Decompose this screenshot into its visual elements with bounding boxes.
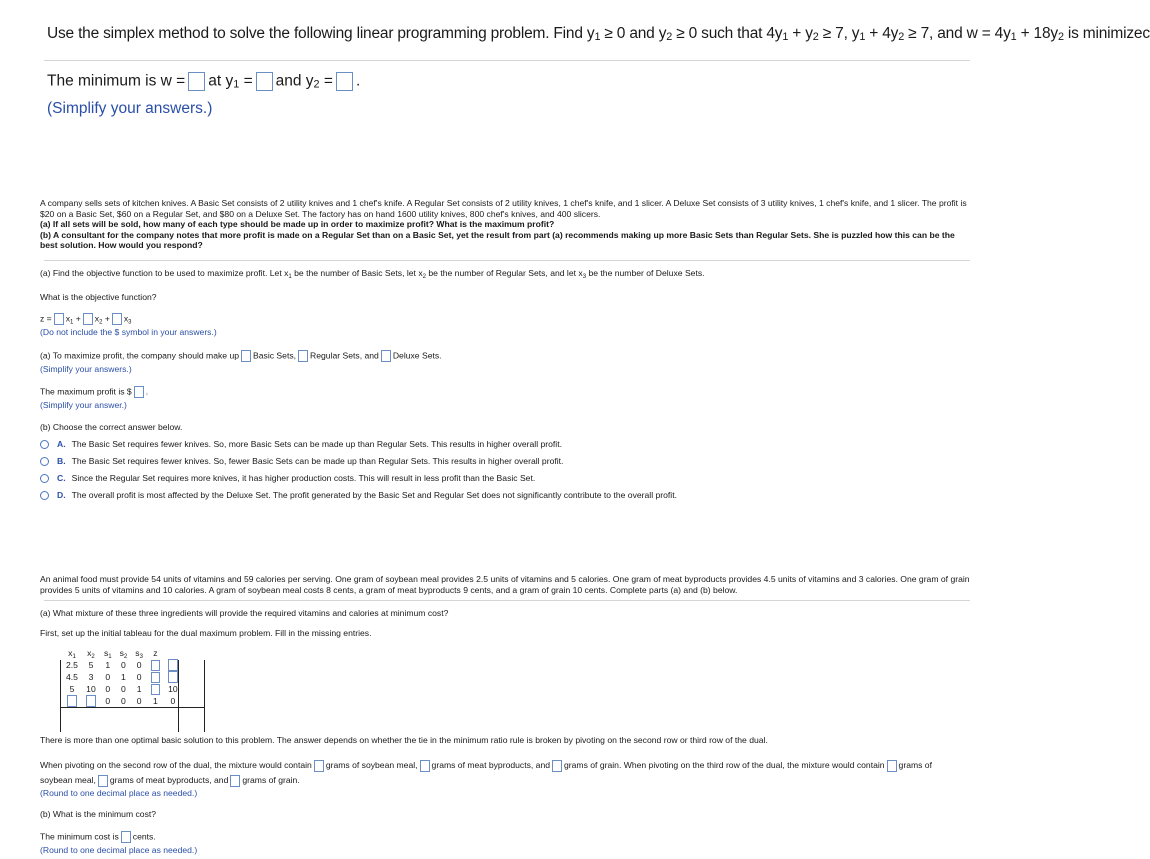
tableau-row [62, 659, 182, 671]
tableau-input[interactable] [86, 695, 96, 707]
problem3-intro: An animal food must provide 54 units of vitamins and 59 calories per serving. One gram of soybean meal provides 2.5 units of vitamins and 5 calories. One gram of meat byproducts provides 4.5 units of vitamins and 3 calories. One gram of grain provides 5 units of vitamins and 10 calories. A gram of soybean meal costs 8 cents, a gram of meat byproducts 9 cents, and a gram of grain 10 cents. Complete parts (a) and (b) below. [40, 574, 970, 595]
pivot2-soybean-input[interactable] [314, 760, 324, 772]
question-b: (b) What is the minimum cost? [40, 809, 157, 819]
divider [44, 600, 970, 601]
tableau-input[interactable] [151, 660, 160, 671]
coef2-input[interactable] [83, 313, 93, 325]
option-d[interactable]: D. The overall profit is most affected by the Deluxe Set. The profit generated by the Basic Set and Regular Set does not significantly contribute to the overall profit. [40, 490, 677, 500]
cell: 5 [88, 660, 94, 670]
pivot3-soybean-input[interactable] [887, 760, 897, 772]
max-profit-row: The maximum profit is $ . [40, 386, 149, 397]
problem1-question: Use the simplex method to solve the following linear programming problem. Find $y_1 \ge 0$ and $y_2 \ge 0$ such that $4y_1 + y_2 \ge 7$, $y_1 + 4y_2 \ge 7$, and $w = 4y_1 + 18y_2$ is minimizec [47, 25, 1150, 43]
pivot2-meat-input[interactable] [420, 760, 430, 772]
tableau-row [62, 695, 182, 707]
tableau-input[interactable] [151, 684, 160, 695]
cell: 0 [170, 696, 176, 706]
option-b[interactable]: B. The Basic Set requires fewer knives. So, fewer Basic Sets can be made up than Regular Sets. This results in higher overall profit. [40, 456, 563, 466]
header-cell: $x_1$ [68, 648, 76, 660]
min-cost-input[interactable] [121, 831, 131, 843]
question-a: (a) What mixture of these three ingredients will provide the required vitamins and calories at minimum cost? [40, 608, 449, 618]
cell: 0 [136, 672, 142, 682]
simplify-hint: (Simplify your answer.) [40, 400, 127, 410]
simplify-hint: (Simplify your answers.) [40, 364, 132, 374]
tableau-table [62, 647, 182, 707]
setup-instructions: First, set up the initial tableau for the dual maximum problem. Fill in the missing entries. [40, 628, 372, 638]
option-a[interactable]: A. The Basic Set requires fewer knives. So, more Basic Sets can be made up than Regular Sets. This results in higher overall profit. [40, 439, 562, 449]
cell [82, 695, 100, 707]
option-c[interactable]: C. Since the Regular Set requires more knives, it has higher production costs. This will result in less profit than the Basic Set. [40, 473, 535, 483]
max-profit-input[interactable] [134, 386, 144, 398]
radio-button[interactable] [40, 440, 49, 449]
cell: 0 [121, 684, 126, 694]
tableau-input[interactable] [151, 672, 160, 683]
tableau-right-bracket [204, 660, 205, 732]
round-hint: (Round to one decimal place as needed.) [40, 845, 198, 855]
tableau-objective-line [60, 707, 204, 708]
header-cell: $s_3$ [135, 648, 143, 660]
tableau-input[interactable] [168, 659, 178, 671]
cell [147, 683, 164, 695]
simplify-hint: (Simplify your answers.) [47, 100, 213, 117]
basic-sets-input[interactable] [241, 350, 251, 362]
cell: 5 [69, 684, 75, 694]
cell: 0 [121, 696, 126, 706]
cell: 0 [136, 696, 142, 706]
min-w-input[interactable] [188, 72, 205, 91]
no-dollar-hint: (Do not include the $ symbol in your answers.) [40, 327, 217, 337]
regular-sets-input[interactable] [298, 350, 308, 362]
cell [147, 659, 164, 671]
header-cell: $x_2$ [87, 648, 95, 660]
coef3-input[interactable] [112, 313, 122, 325]
cell: 1 [121, 672, 126, 682]
problem2-intro: A company sells sets of kitchen knives. A Basic Set consists of 2 utility knives and 1 chef's knife. A Regular Set consists of 2 utility knives, 1 chef's knife, and 1 slicer. A Deluxe Set consists of 3 utility knives, 1 chef's knife, and 1 slicer. The profit is $20 on a Basic Set, $60 on a Regular Set, and $80 on a Deluxe Set. The factory has on hand 1600 utility knives, 800 chef's knives, and 400 slicers. (a) If all sets will be sold, how many of each type should be made up in order to maximize profit? What is the maximum profit? (b) A consultant for the company notes that more profit is made on a Regular Set than on a Basic Set, yet the result from part (a) recommends making up more Basic Sets than Regular Sets. She is puzzled how this can be the best solution. How would you respond? [40, 198, 967, 250]
min-cost-row: The minimum cost is cents. [40, 831, 156, 842]
cell [164, 659, 182, 671]
cell [62, 695, 82, 707]
cell: 0 [136, 660, 142, 670]
pivot-answer-text: When pivoting on the second row of the dual, the mixture would contain grams of soybean meal, grams of meat byproducts, and grams of grain. When pivoting on the third row of the dual, the mixture would contain grams of soybean meal, grams of meat byproducts, and grams of grain. [40, 760, 932, 785]
pivot2-grain-input[interactable] [552, 760, 562, 772]
cell [164, 671, 182, 683]
radio-button[interactable] [40, 491, 49, 500]
make-up-row: (a) To maximize profit, the company should make up Basic Sets, Regular Sets, and Deluxe Sets. [40, 350, 442, 361]
cell: 3 [88, 672, 94, 682]
pivot3-meat-input[interactable] [98, 775, 108, 787]
tableau-input[interactable] [168, 671, 178, 683]
cell: 1 [153, 696, 158, 706]
tableau-row [62, 671, 182, 683]
cell: 1 [136, 684, 142, 694]
round-hint: (Round to one decimal place as needed.) [40, 788, 198, 798]
radio-button[interactable] [40, 457, 49, 466]
tableau-input[interactable] [67, 695, 77, 707]
problem1-answer-line: The minimum is w = at $y_1$ = and $y_2$ = . [47, 72, 361, 91]
tie-explanation: There is more than one optimal basic solution to this problem. The answer depends on whether the tie in the minimum ratio rule is broken by pivoting on the second row or third row of the dual. [40, 735, 768, 745]
objective-function-row: $z = x_1 + x_2 + x_3$ [40, 313, 132, 326]
coef1-input[interactable] [54, 313, 64, 325]
divider [44, 60, 970, 61]
tableau-header-row [62, 647, 182, 659]
cell: 0 [105, 684, 111, 694]
tableau-left-bracket [60, 660, 61, 732]
y1-input[interactable] [256, 72, 273, 91]
cell: 0 [121, 660, 126, 670]
tableau-row [62, 683, 182, 695]
cell: 10 [168, 684, 178, 694]
pivot3-grain-input[interactable] [230, 775, 240, 787]
cell: 2.5 [66, 660, 78, 670]
cell: 1 [105, 660, 111, 670]
header-cell: $s_2$ [119, 648, 128, 660]
header-cell: z [153, 648, 158, 658]
cell [147, 671, 164, 683]
divider [44, 260, 970, 261]
header-cell: $s_1$ [103, 648, 112, 660]
y2-input[interactable] [336, 72, 353, 91]
radio-button[interactable] [40, 474, 49, 483]
choose-answer-text: (b) Choose the correct answer below. [40, 422, 183, 432]
cell: 0 [105, 672, 111, 682]
deluxe-sets-input[interactable] [381, 350, 391, 362]
cell: 0 [105, 696, 111, 706]
header-cell [164, 647, 182, 659]
cell: 4.5 [66, 672, 78, 682]
cell: 10 [86, 684, 96, 694]
objective-question: What is the objective function? [40, 292, 157, 302]
find-objective-text: (a) Find the objective function to be used to maximize profit. Let $x_1$ be the number of Basic Sets, let $x_2$ be the number of Regular Sets, and let $x_3$ be the number of Deluxe Sets. [40, 268, 705, 280]
